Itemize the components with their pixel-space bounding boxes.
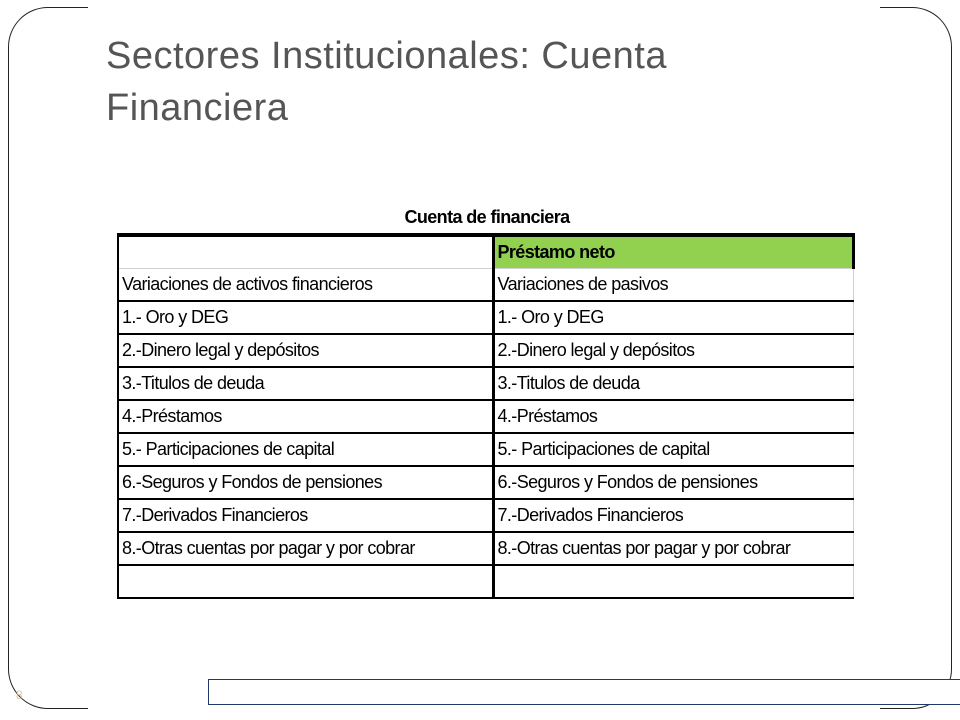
column-header-liabilities: Variaciones de pasivos — [493, 269, 853, 302]
column-header-assets: Variaciones de activos financieros — [118, 269, 493, 302]
row-7-assets: 7.-Derivados Financieros — [118, 499, 493, 532]
row-6-assets: 6.-Seguros y Fondos de pensiones — [118, 466, 493, 499]
highlight-cell: Préstamo neto — [493, 235, 853, 269]
empty-cell — [118, 565, 493, 598]
empty-cell — [118, 235, 493, 269]
row-7-liabilities: 7.-Derivados Financieros — [493, 499, 853, 532]
frame-gap-top — [88, 0, 880, 12]
row-6-liabilities: 6.-Seguros y Fondos de pensiones — [493, 466, 853, 499]
row-5-liabilities: 5.- Participaciones de capital — [493, 433, 853, 466]
row-5-assets: 5.- Participaciones de capital — [118, 433, 493, 466]
row-2-assets: 2.-Dinero legal y depósitos — [118, 334, 493, 367]
empty-cell — [493, 565, 853, 598]
financial-account-table — [117, 202, 852, 599]
footer-bar — [208, 679, 960, 705]
row-8-liabilities: 8.-Otras cuentas por pagar y por cobrar — [493, 532, 853, 565]
row-2-liabilities: 2.-Dinero legal y depósitos — [493, 334, 853, 367]
row-3-liabilities: 3.-Titulos de deuda — [493, 367, 853, 400]
slide-number: 8 — [16, 688, 23, 702]
table-heading: Cuenta de financiera — [118, 202, 853, 235]
row-8-assets: 8.-Otras cuentas por pagar y por cobrar — [118, 532, 493, 565]
row-1-assets: 1.- Oro y DEG — [118, 301, 493, 334]
slide-title: Sectores Institucionales: Cuenta Financiera — [106, 35, 667, 129]
row-4-assets: 4.-Préstamos — [118, 400, 493, 433]
row-1-liabilities: 1.- Oro y DEG — [493, 301, 853, 334]
row-3-assets: 3.-Titulos de deuda — [118, 367, 493, 400]
row-4-liabilities: 4.-Préstamos — [493, 400, 853, 433]
